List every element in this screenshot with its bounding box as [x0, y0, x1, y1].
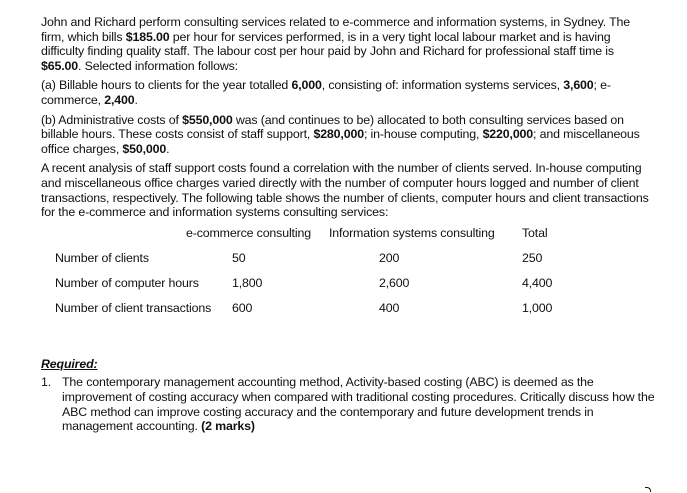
- question-1: [41, 375, 656, 433]
- table-cell: 50: [232, 250, 246, 265]
- page-curl-mark: [645, 487, 651, 492]
- table-cell: 600: [232, 300, 253, 315]
- table-header-ecommerce: e-commerce consulting: [186, 225, 311, 240]
- table-row-label: Number of clients: [55, 250, 149, 265]
- table-cell: 2,600: [379, 275, 410, 290]
- analysis-paragraph: A recent analysis of staff support costs found a correlation with the number of clients served. In-house computing and miscellaneous office charges varied directly with the number of computer hours logged and number of client transactions, respectively. The following table shows the number of clients, computer hours and client transactions for the e-commerce and information systems consulting services:: [41, 161, 649, 220]
- table-cell: 200: [379, 250, 400, 265]
- billing-rate: $185.00: [125, 29, 170, 44]
- labour-cost: $65.00: [41, 58, 78, 73]
- item-a-paragraph: (a) Billable hours to clients for the year totalled 6,000, consisting of: information systems services, 3,600; e-commerce, 2,400.: [41, 78, 611, 107]
- table-row-label: Number of client transactions: [55, 300, 212, 315]
- data-table: [41, 226, 656, 328]
- document: [41, 15, 656, 434]
- question-number: 1.: [41, 375, 52, 390]
- table-cell: 250: [522, 250, 543, 265]
- table-row-label: Number of computer hours: [55, 275, 199, 290]
- table-header-total: Total: [522, 225, 548, 240]
- question-marks: (2 marks): [201, 419, 255, 434]
- intro-paragraph: John and Richard perform consulting services related to e-commerce and information systems, in Sydney. The firm, which bills $185.00 per hour for services performed, is in a very tight local labour market and is having difficulty finding quality staff. The labour cost per hour paid by John and Richard for professional staff time is $65.00. Selected information follows:: [41, 15, 630, 73]
- table-cell: 1,000: [522, 300, 553, 315]
- question-text: The contemporary management accounting method, Activity-based costing (ABC) is deemed as the improvement of costing accuracy when compared with traditional costing procedures. Critically discuss how the ABC method can improve costing accuracy and the contemporary and future development trends in management accounting.: [62, 375, 655, 434]
- table-cell: 1,800: [232, 275, 263, 290]
- required-heading: Required:: [41, 356, 98, 371]
- item-b-paragraph: (b) Administrative costs of $550,000 was (and continues to be) allocated to both consulting services based on billable hours. These costs consist of staff support, $280,000; in-house computing, $220,000; and miscellaneous office charges, $50,000.: [41, 112, 640, 156]
- table-cell: 4,400: [522, 275, 553, 290]
- table-cell: 400: [379, 300, 400, 315]
- table-header-info-systems: Information systems consulting: [329, 225, 495, 240]
